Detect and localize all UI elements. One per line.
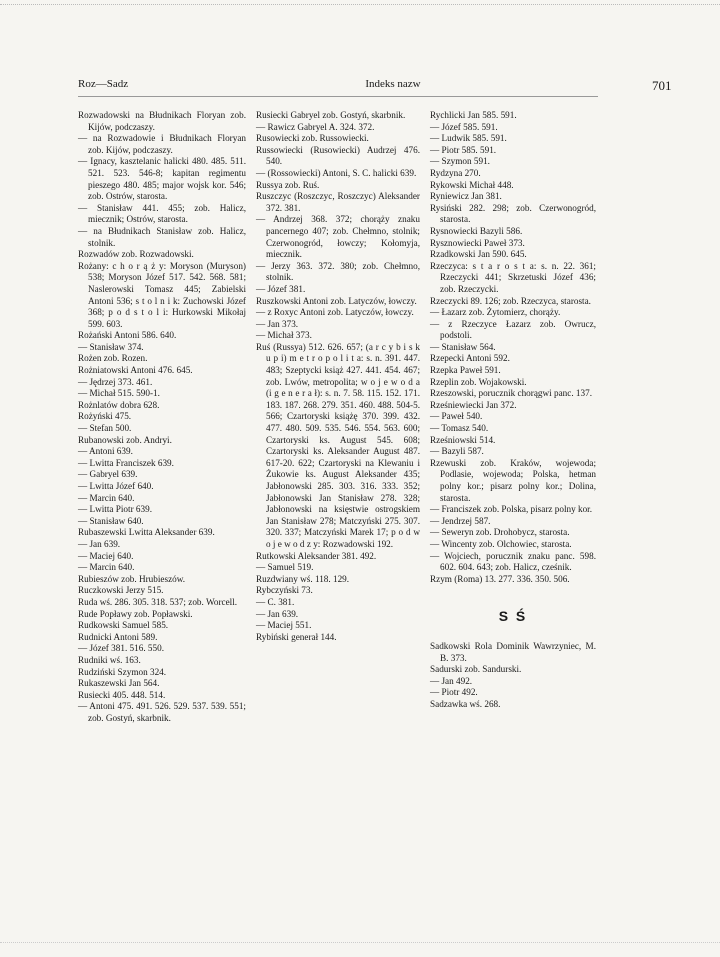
header-rule <box>78 96 598 97</box>
index-entry: Ryniewicz Jan 381. <box>430 191 502 202</box>
page-number: 701 <box>652 78 672 93</box>
index-entry: — Józef 381. 516. 550. <box>78 643 164 654</box>
index-entry: — Gabryel 639. <box>78 469 138 480</box>
index-entry: Rześniewiecki Jan 372. <box>430 399 517 410</box>
index-entry: Rożnlatów dobra 628. <box>78 399 160 410</box>
index-entry: — Jerzy 363. 372. 380; zob. Chełmno, stolnik. <box>256 260 420 283</box>
index-entry: — z Rzeczyce Łazarz zob. Owrucz, podstoli. <box>430 318 596 341</box>
index-entry: Rutkowski Aleksander 381. 492. <box>256 550 377 561</box>
index-entry: Rusiecki Gabryel zob. Gostyń, skarbnik. <box>256 110 406 120</box>
index-entry: Ruszkowski Antoni zob. Latyczów, łowczy. <box>256 295 417 306</box>
index-entry: — Seweryn zob. Drohobycz, starosta. <box>430 527 570 538</box>
index-entry: — Stanisław 441. 455; zob. Halicz, miecznik; Ostrów, starosta. <box>78 202 246 225</box>
index-entry: — Paweł 540. <box>430 411 483 422</box>
index-entry: Rozwadów zob. Rozwadowski. <box>78 249 194 260</box>
index-entry: — Antoni 639. <box>78 446 133 457</box>
index-entry: — Józef 585. 591. <box>430 121 498 132</box>
index-entry: Rzeczycki 89. 126; zob. Rzeczyca, starosta. <box>430 295 591 306</box>
index-entry: — Piotr 492. <box>430 687 478 698</box>
index-entry: — Stanisław 374. <box>78 341 144 352</box>
index-entry: — Maciej 640. <box>78 550 134 561</box>
index-entry: — Franciszek zob. Polska, pisarz polny kor. <box>430 504 593 515</box>
index-entry: Ruszczyc (Roszczyc, Roszczyc) Aleksander 372. 381. <box>256 191 420 213</box>
index-entry: — Andrzej 368. 372; chorąży znaku pancernego 407; zob. Chełmno, stolnik; Czerwonogród, łowczy; Kołomyja, miecznik. <box>256 214 420 260</box>
index-entry: Rubanowski zob. Andryi. <box>78 434 172 445</box>
index-entry: Rubieszów zob. Hrubieszów. <box>78 573 186 584</box>
index-entry: Sadzawka wś. 268. <box>430 698 501 709</box>
index-entry: Rożany: c h o r ą ż y: Moryson (Muryson) 538; Moryson Józef 517. 542. 568. 581; Naslerowski Tomasz 445; Zabielski Antoni 536; s t o l n i k: Zuchowski Józef 368; p o d s t o l i: Hurkowski Mikołaj 599. 603. <box>78 260 246 329</box>
index-entry: — Stanisław 640. <box>78 515 144 526</box>
index-entry: — Antoni 475. 491. 526. 529. 537. 539. 551; zob. Gostyń, skarbnik. <box>78 701 246 723</box>
index-entry: Rusiecki 405. 448. 514. <box>78 689 166 700</box>
index-entry: Sadkowski Rola Dominik Wawrzyniec, M. B. 373. <box>430 640 596 663</box>
index-column-1 <box>78 110 246 724</box>
index-entry: Rzewuski zob. Kraków, wojewoda; Podlasie, wojewoda; Polska, hetman polny kor.; pisarz polny kor.; Dolina, starosta. <box>430 457 596 503</box>
index-entry: — Jendrzej 587. <box>430 515 491 526</box>
scan-edge-top <box>0 4 720 9</box>
index-entry: Rożen zob. Rozen. <box>78 353 148 364</box>
index-entry: Rzeplin zob. Wojakowski. <box>430 376 527 387</box>
index-entry: — Lwitta Franciszek 639. <box>78 457 174 468</box>
index-entry: Rożniatowski Antoni 476. 645. <box>78 365 193 376</box>
index-entry: Rybiński generał 144. <box>256 631 337 642</box>
index-column-3 <box>430 110 596 711</box>
index-entry: Sadurski zob. Sandurski. <box>430 664 522 675</box>
index-entry: — Lwitta Piotr 639. <box>78 504 153 515</box>
index-entry: Rzym (Roma) 13. 277. 336. 350. 506. <box>430 573 570 584</box>
index-entry: — Jan 639. <box>256 608 299 619</box>
index-entry: Rozwadowski na Błudnikach Floryan zob. Kijów, podczaszy. <box>78 110 246 132</box>
index-entry: Rykowski Michał 448. <box>430 179 514 190</box>
index-entry: Russowiecki (Rusowiecki) Audrzej 476. 540. <box>256 144 420 167</box>
index-entry: — z Roxyc Antoni zob. Latyczów, łowczy. <box>256 307 414 318</box>
index-entry: — Jan 373. <box>256 318 299 329</box>
index-entry: — Jan 639. <box>78 538 121 549</box>
index-entry: — Ignacy, kasztelanic halicki 480. 485. 511. 521. 523. 546-8; kapitan regimentu pieszego 480. 485; major wojsk kor. 546; zob. Ostrów, starosta. <box>78 156 246 202</box>
index-entry: Rybczyński 73. <box>256 585 313 596</box>
index-entry: Russya zob. Ruś. <box>256 179 320 190</box>
index-entry: — Jędrzej 373. 461. <box>78 376 153 387</box>
index-entry: Rusowiecki zob. Russowiecki. <box>256 133 369 144</box>
index-entry: — na Błudnikach Stanisław zob. Halicz, stolnik. <box>78 225 246 248</box>
index-entry: Rysznowiecki Paweł 373. <box>430 237 525 248</box>
index-entry: Rześniowski 514. <box>430 434 496 445</box>
running-head-range: Roz—Sadz <box>78 78 129 90</box>
index-entry: — Łazarz zob. Żytomierz, chorąży. <box>430 307 561 318</box>
index-entry: Rzeszowski, porucznik chorągwi panc. 137. <box>430 388 593 399</box>
index-entry: Rzepka Paweł 591. <box>430 365 501 376</box>
index-entry: — na Rozwadowie i Błudnikach Floryan zob. Kijów, podczaszy. <box>78 133 246 155</box>
index-entry: — Michał 373. <box>256 330 312 341</box>
index-entry: Ruzdwiany wś. 118. 129. <box>256 573 350 584</box>
index-entry: — Lwitta Józef 640. <box>78 481 154 491</box>
index-entry: — Szymon 591. <box>430 156 490 167</box>
column-3-entries <box>430 110 596 585</box>
section-heading-s: S Ś <box>498 608 528 625</box>
index-entry: — Piotr 585. 591. <box>430 144 497 155</box>
index-entry: — Wojciech, porucznik znaku panc. 598. 602. 604. 643; zob. Halicz, cześnik. <box>430 550 596 573</box>
index-entry: Rysnowiecki Bazyli 586. <box>430 225 523 236</box>
index-entry: — Tomasz 540. <box>430 423 489 434</box>
index-entry: Rude Popławy zob. Popławski. <box>78 608 193 619</box>
index-entry: — Jan 492. <box>430 675 473 686</box>
index-entry: Rudnicki Antoni 589. <box>78 631 158 642</box>
index-entry: — Rawicz Gabryel A. 324. 372. <box>256 121 375 132</box>
index-entry: Ruda wś. 286. 305. 318. 537; zob. Worcell. <box>78 596 238 607</box>
index-entry: Rydzyna 270. <box>430 167 481 178</box>
page-header <box>78 78 720 94</box>
index-entry: — Maciej 551. <box>256 620 312 631</box>
index-entry: — (Rossowiecki) Antoni, S. C. halicki 639. <box>256 167 417 178</box>
index-entry: — Michał 515. 590-1. <box>78 388 160 399</box>
index-entry: Rożyński 475. <box>78 411 132 422</box>
index-entry: — Ludwik 585. 591. <box>430 133 507 144</box>
section-s-entries <box>430 641 596 711</box>
index-entry: Rzeczyca: s t a r o s t a: s. n. 22. 361; Rzeczycki 441; Skrzetuski Józef 436; zob. Rzeczycki. <box>430 260 596 294</box>
index-entry: Rudziński Szymon 324. <box>78 666 167 677</box>
index-entry: Rzepecki Antoni 592. <box>430 353 510 364</box>
index-entry: Rzadkowski Jan 590. 645. <box>430 249 527 260</box>
index-entry: — C. 381. <box>256 596 295 607</box>
index-entry: — Stefan 500. <box>78 423 132 434</box>
index-entry: — Stanisław 564. <box>430 341 496 352</box>
index-column-2 <box>256 110 420 643</box>
index-entry: Rudkowski Samuel 585. <box>78 620 169 631</box>
index-entry: Rysiński 282. 298; zob. Czerwonogród, starosta. <box>430 202 596 225</box>
index-entry: Rudniki wś. 163. <box>78 654 141 665</box>
index-entry: Ruś (Russya) 512. 626. 657; (a r c y b i s k u p i) m e t r o p o l i t a: s. n. 391. 447. 483; Szeptycki książ 427. 441. 454. 467; zob. Lwów, metropolita; w o j e w o d a (i g e n e r a ł): s. n. 7. 58. 115. 152. 171. 183. 187. 268. 279. 351. 460. 488. 504-5. 566; Czartoryski książę 370. 399. 432. 477. 480. 509. 535. 546. 554. 563. 600; Czartoryski ks. August 545. 608; Czartoryski ks. Aleksander August 487. 617-20. 622; Czartoryski na Klewaniu i Żukowie ks. August Aleksander 435; Jabłonowski 285. 303. 316. 333. 352; Jabłonowski Jan Stanisław 278. 328; Jabłonowski na księstwie ostrogskiem Jan Stanisław 278; Matczyński 275. 307. 320. 337; Matczyński Marek 17; p o d w o j e w o d z y: Rozwadowski 192. <box>256 341 420 549</box>
index-entry: Ruczkowski Jerzy 515. <box>78 585 164 596</box>
running-head-title: Indeks nazw <box>365 78 421 90</box>
index-entry: Rychlicki Jan 585. 591. <box>430 110 517 120</box>
index-entry: — Wincenty zob. Olchowiec, starosta. <box>430 538 572 549</box>
index-entry: — Marcin 640. <box>78 562 135 573</box>
index-entry: — Marcin 640. <box>78 492 135 503</box>
scan-edge-bottom <box>0 942 720 945</box>
index-entry: Rukaszewski Jan 564. <box>78 678 160 689</box>
index-entry: — Józef 381. <box>256 283 306 294</box>
index-entry: Rożański Antoni 586. 640. <box>78 330 177 341</box>
index-entry: — Samuel 519. <box>256 562 314 573</box>
index-entry: — Bazyli 587. <box>430 446 484 457</box>
index-entry: Rubaszewski Lwitta Aleksander 639. <box>78 527 215 538</box>
